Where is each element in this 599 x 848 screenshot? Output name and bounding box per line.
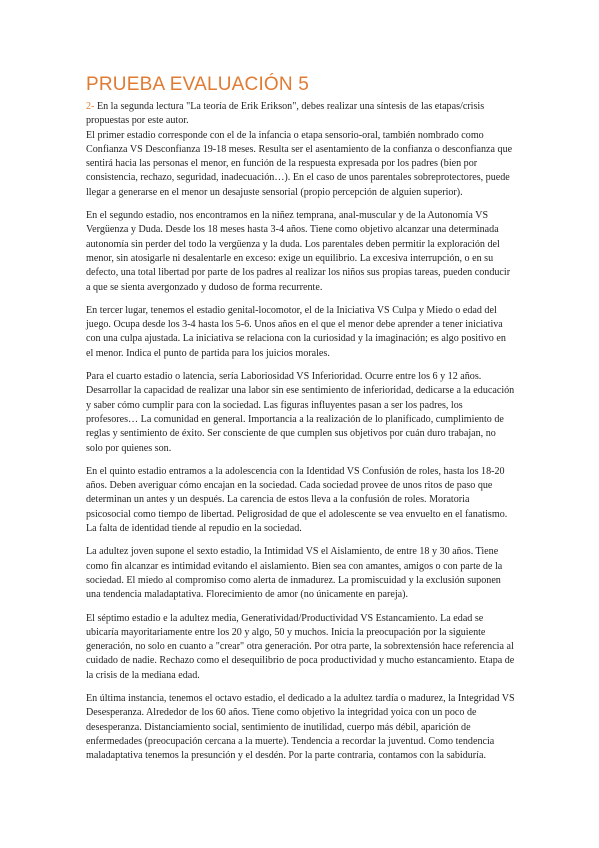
paragraph-stage-1: El primer estadio corresponde con el de la infancia o etapa sensorio-oral, también nombrado como Confianza VS Desconfianza 19-18 meses. Resulta ser el asentamiento de la confianza o desconfianza que sentirá hacia las personas el menor, en función de la respuesta expresada por los padres (bien por consistencia, rechazo, seguridad, inadecuación…). En el caso de unos parentales sobreprotectores, puede llegar a generarse en el menor un desajuste sensorial (propio percepción de alguien superior). [86,129,513,198]
paragraph-stage-6: La adultez joven supone el sexto estadio, la Intimidad VS el Aislamiento, de entre 18 y 30 años. Tiene como fin alcanzar es intimidad evitando el aislamiento. Bien sea con amantes, amigos o con parte de la sociedad. El miedo al compromiso como alerta de inmadurez. La promiscuidad y la exclusión suponen una tendencia maladaptativa. Florecimiento de amor (no únicamente en pareja). [86,546,503,601]
question-text: En la segunda lectura "La teoría de Erik Erikson", debes realizar una síntesis de las etapas/crisis propuestas por este autor. [86,101,485,127]
question-prompt [86,100,515,129]
paragraph-stage-7: El séptimo estadio e la adultez media, Generatividad/Productividad VS Estancamiento. La edad se ubicaría mayoritariamente entre los 20 y algo, 50 y muchos. Inicia la preocupación por la siguiente generación, no solo en cuanto a "crear" otra generación. Por otra parte, la sobrextensión hace referencia al cuidado de nadie. Rechazo como el desequilibrio de poca productividad y mucho estancamiento. Etapa de la crisis de la mediana edad. [86,612,515,681]
question-number: 2- [86,101,95,112]
page-title: PRUEBA EVALUACIÓN 5 [86,74,310,95]
paragraph-stage-4: Para el cuarto estadio o latencia, sería Laboriosidad VS Inferioridad. Ocurre entre los 6 y 12 años. Desarrollar la capacidad de realizar una labor sin ese sentimiento de inferioridad, dedicarse a la educación y saber cómo cumplir para con la sociedad. Las figuras influyentes pasan a ser los padres, los profesores… La comunidad en general. Importancia a la realización de lo planificado, cumplimiento de reglas y sentimiento de éxito. Ser consciente de que cumplen sus objetivos por cuán duro trabajan, no solo por quienes son. [86,371,515,454]
paragraph-stage-5: En el quinto estadio entramos a la adolescencia con la Identidad VS Confusión de roles, hasta los 18-20 años. Deben averiguar cómo encajan en la sociedad. Cada sociedad provee de unos ritos de paso que determinan un antes y un después. La carencia de estos lleva a la confusión de roles. Moratoria psicosocial como tiempo de libertad. Peligrosidad de que el adolescente se vea envuelto en el fanatismo. La falta de identidad tiende al repudio en la sociedad. [86,465,508,535]
paragraph-stage-2: En el segundo estadio, nos encontramos en la niñez temprana, anal-muscular y de la Autonomía VS Vergüenza y Duda. Desde los 18 meses hasta 3-4 años. Tiene como objetivo alcanzar una determinada autonomía sin perder del todo la vergüenza y la duda. Los parentales deben permitir la exploración del menor, sin atosigarle ni desalentarle en exceso: exige un equilibrio. La excesiva interrupción, o en su defecto, una total libertad por parte de los padres al realizar los niños sus propias tareas, pueden conducir a que se sienta avergonzado y dudoso de forma recurrente. [86,210,511,293]
paragraph-stage-8: En última instancia, tenemos el octavo estadio, el dedicado a la adultez tardía o madurez, la Integridad VS Desesperanza. Alrededor de los 60 años. Tiene como objetivo la integridad yoica con un poco de desesperanza. Distanciamiento social, sentimiento de inutilidad, cuerpo más débil, aparición de enfermedades (preocupación cercana a la muerte). Tendencia a recordar la juventud. Como tendencia maladaptativa tenemos la presunción y el desdén. Por la parte contraria, contamos con la sabiduría. [86,692,515,762]
paragraph-stage-3: En tercer lugar, tenemos el estadio genital-locomotor, el de la Iniciativa VS Culpa y Miedo o edad del juego. Ocupa desde los 3-4 hasta los 5-6. Unos años en el que el menor debe aprender a tener iniciativa con una culpa ajustada. La iniciativa se relaciona con la curiosidad y la imaginación; es algo positivo en el menor. Indica el punto de partida para los juicios morales. [86,304,506,359]
